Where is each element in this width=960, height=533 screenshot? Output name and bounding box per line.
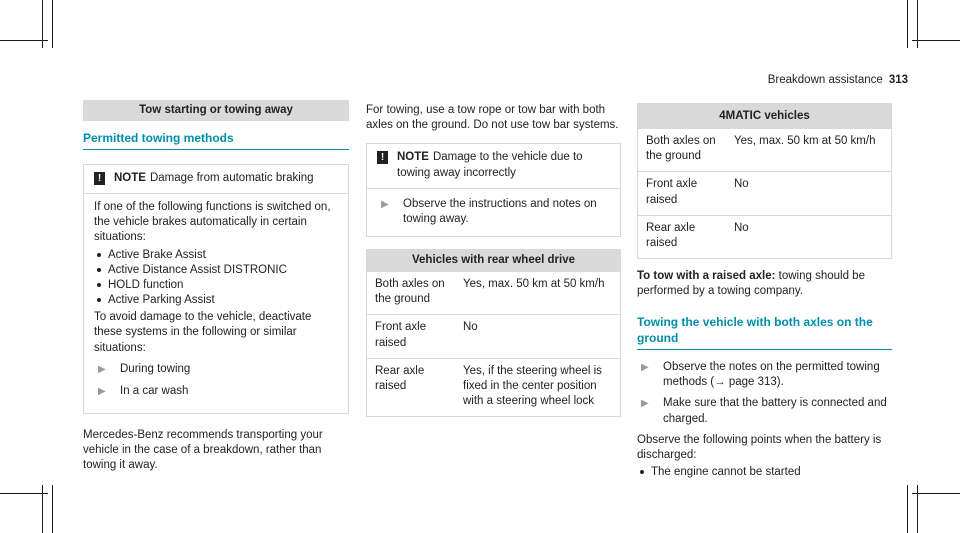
step-text: Observe the notes on the permitted towing methods (→ page 313). [663, 361, 880, 389]
raised-axle-lead: To tow with a raised axle: [637, 270, 776, 283]
table-row [367, 272, 620, 315]
recommendation-paragraph: Mercedes-Benz recommends transporting your vehicle in the case of a breakdown, rather than towing it away. [83, 428, 323, 472]
step-text: In a car wash [120, 384, 189, 397]
step-text: Observe the instructions and notes on towing away. [403, 197, 597, 225]
crop-mark [907, 0, 908, 48]
towing-intro: For towing, use a tow rope or tow bar with both axles on the ground. Do not use tow bar systems. [366, 104, 619, 132]
column-middle [366, 103, 621, 417]
table-row [638, 215, 891, 258]
subheading-both-axles: Towing the vehicle with both axles on the ground [637, 315, 892, 350]
function-list [94, 248, 338, 309]
crop-mark [52, 485, 53, 533]
battery-list [637, 465, 892, 480]
note-label: NOTE [397, 151, 429, 164]
table-row [638, 172, 891, 215]
step-item [637, 360, 892, 390]
table-value: No [726, 172, 891, 215]
note-box-incorrect-towing [366, 143, 621, 237]
arrow-icon: ▶ [381, 198, 389, 210]
spec-table [367, 271, 620, 416]
note-body [84, 193, 348, 413]
note-heading: Damage from automatic braking [149, 171, 314, 184]
step-item [637, 396, 892, 426]
subheading-permitted-towing: Permitted towing methods [83, 131, 349, 150]
section-name: Breakdown assistance [767, 74, 883, 86]
table-key: Both axles on the ground [367, 272, 455, 315]
rwd-table [366, 249, 621, 417]
raised-axle-text: towing should be performed by a towing company. [637, 270, 865, 298]
page-number: 313 [888, 74, 908, 86]
arrow-icon: ▶ [98, 385, 106, 397]
arrow-icon: ▶ [641, 362, 649, 374]
note-header [84, 165, 348, 193]
table-key: Both axles on the ground [638, 129, 726, 172]
page-header [768, 73, 908, 88]
column-left [83, 100, 349, 473]
list-item: The engine cannot be started [637, 465, 892, 480]
steps-list [637, 360, 892, 427]
table-value: Yes, max. 50 km at 50 km/h [726, 129, 891, 172]
note-avoid: To avoid damage to the vehicle, deactivate these systems in the following or similar situations: [94, 311, 312, 354]
spec-table [638, 128, 891, 258]
list-item: Active Parking Assist [94, 293, 338, 308]
table-row [367, 315, 620, 358]
arrow-icon: ▶ [641, 398, 649, 410]
table-value: No [455, 315, 620, 358]
table-key: Rear axle raised [367, 358, 455, 416]
arrow-icon: ▶ [98, 363, 106, 375]
note-label: NOTE [114, 171, 146, 184]
table-value: Yes, if the steering wheel is fixed in the center position with a steering wheel lock [455, 358, 620, 416]
note-body [367, 188, 620, 236]
step-text: Make sure that the battery is connected and charged. [663, 397, 887, 425]
crop-mark [912, 40, 960, 41]
list-item: Active Brake Assist [94, 248, 338, 263]
list-item: HOLD function [94, 278, 338, 293]
table-row [367, 358, 620, 416]
table-value: Yes, max. 50 km at 50 km/h [455, 272, 620, 315]
table-key: Rear axle raised [638, 215, 726, 258]
table-row [638, 129, 891, 172]
note-box-automatic-braking [83, 164, 349, 414]
table-value: No [726, 215, 891, 258]
raised-axle-paragraph [637, 269, 892, 299]
crop-mark [52, 0, 53, 48]
list-item: Active Distance Assist DISTRONIC [94, 263, 338, 278]
step-item [94, 384, 338, 400]
warning-icon: ! [94, 172, 105, 185]
observe-paragraph: Observe the following points when the battery is discharged: [637, 433, 882, 461]
note-header [367, 144, 620, 187]
section-title: Tow starting or towing away [83, 100, 349, 121]
step-item [94, 362, 338, 378]
crop-mark [912, 493, 960, 494]
crop-mark [907, 485, 908, 533]
crop-mark [0, 40, 48, 41]
table-key: Front axle raised [367, 315, 455, 358]
warning-icon: ! [377, 151, 388, 164]
table-key: Front axle raised [638, 172, 726, 215]
step-text: During towing [120, 362, 191, 375]
step-item [377, 197, 610, 227]
table-title: Vehicles with rear wheel drive [367, 250, 620, 271]
note-intro: If one of the following functions is switched on, the vehicle brakes automatically in certain situations: [94, 201, 331, 244]
column-right [637, 103, 892, 482]
note-heading: Damage to the vehicle due to towing away incorrectly [397, 151, 583, 179]
table-title: 4MATIC vehicles [638, 104, 891, 128]
crop-mark [0, 493, 48, 494]
4matic-table [637, 103, 892, 259]
